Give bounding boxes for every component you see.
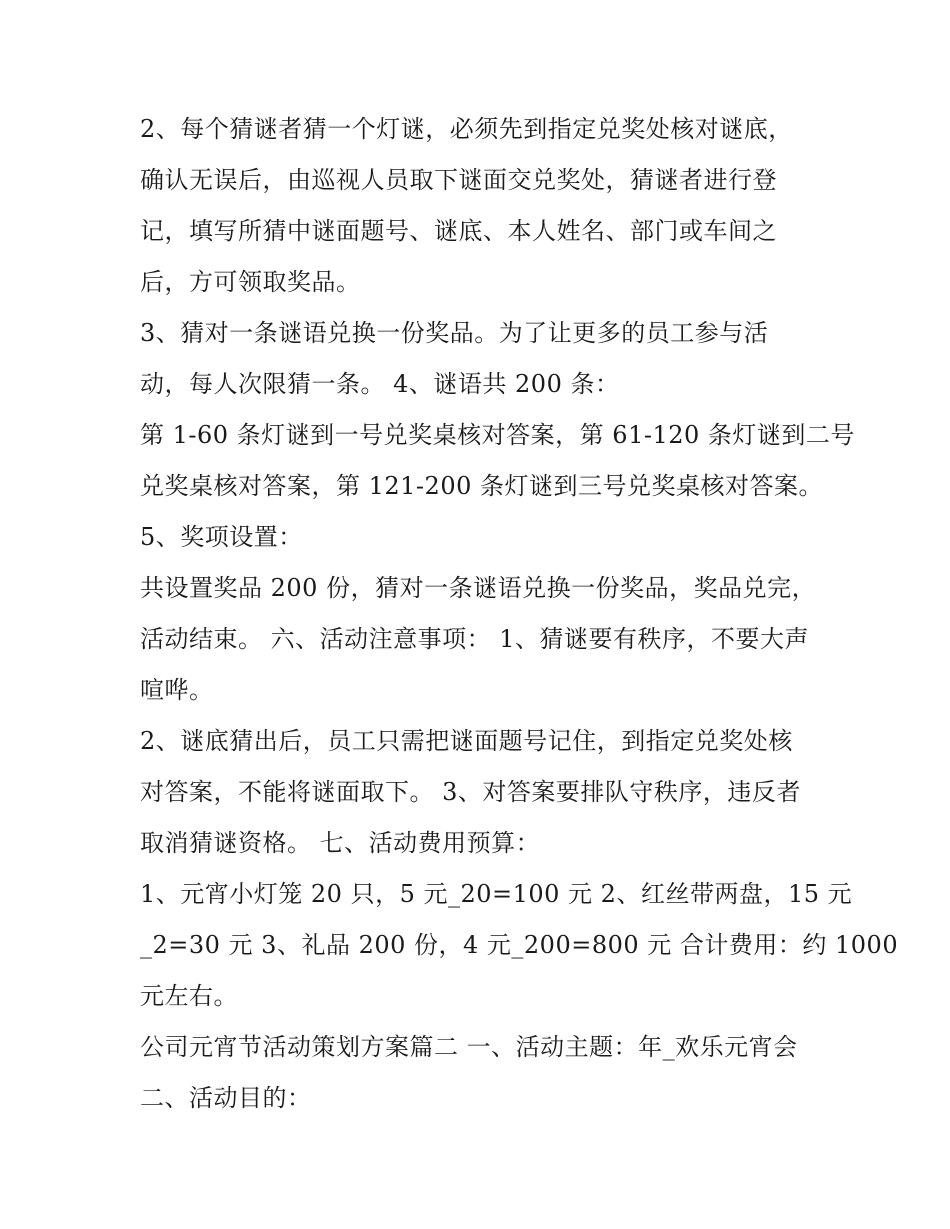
text-line: 共设置奖品 200 份，猜对一条谜语兑换一份奖品，奖品兑完， — [140, 574, 817, 602]
text-line: 3、猜对一条谜语兑换一份奖品。为了让更多的员工参与活 — [140, 319, 769, 347]
text-line: _2=30 元 3、礼品 200 份，4 元_200=800 元 合计费用：约 1000 — [140, 931, 899, 959]
text-line: 2、每个猜谜者猜一个灯谜，必须先到指定兑奖处核对谜底， — [140, 115, 793, 143]
text-line: 二、活动目的： — [140, 1084, 312, 1112]
text-line: 对答案，不能将谜面取下。 3、对答案要排队守秩序，违反者 — [140, 778, 801, 806]
text-line: 后，方可领取奖品。 — [140, 268, 361, 296]
text-line: 确认无误后，由巡视人员取下谜面交兑奖处，猜谜者进行登 — [140, 166, 777, 194]
text-line: 第 1-60 条灯谜到一号兑奖桌核对答案，第 61-120 条灯谜到二号 — [140, 421, 855, 449]
text-line: 取消猜谜资格。 七、活动费用预算： — [140, 829, 541, 857]
text-line: 元左右。 — [140, 982, 238, 1010]
text-line: 兑奖桌核对答案，第 121-200 条灯谜到三号兑奖桌核对答案。 — [140, 472, 823, 500]
text-line: 2、谜底猜出后，员工只需把谜面题号记住，到指定兑奖处核 — [140, 727, 793, 755]
text-line: 1、元宵小灯笼 20 只，5 元_20=100 元 2、红丝带两盘，15 元 — [140, 880, 853, 908]
text-line: 5、奖项设置： — [140, 523, 303, 551]
text-line: 公司元宵节活动策划方案篇二 一、活动主题：年_欢乐元宵会 — [140, 1033, 798, 1061]
text-line: 动，每人次限猜一条。 4、谜语共 200 条： — [140, 370, 620, 398]
document-body — [140, 104, 899, 1124]
text-line: 喧哗。 — [140, 676, 214, 704]
text-line: 活动结束。 六、活动注意事项： 1、猜谜要有秩序，不要大声 — [140, 625, 810, 653]
text-line: 记，填写所猜中谜面题号、谜底、本人姓名、部门或车间之 — [140, 217, 777, 245]
